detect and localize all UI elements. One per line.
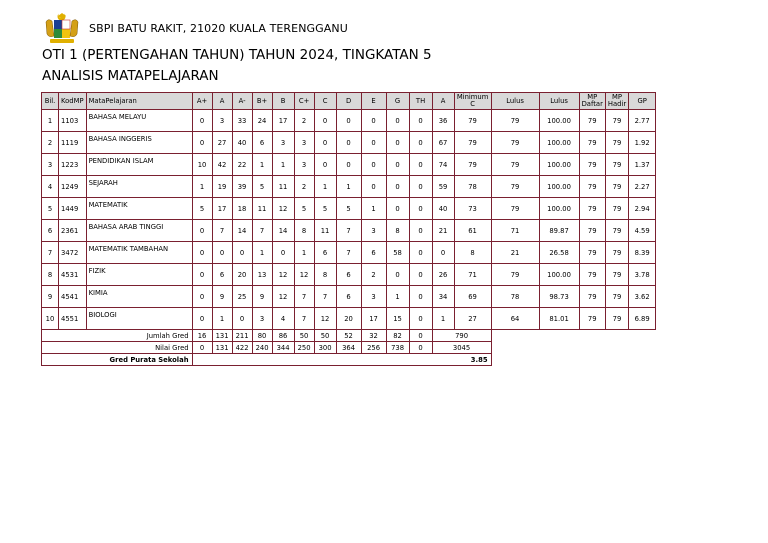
summary-cell: 422 <box>232 342 252 354</box>
table-row <box>42 176 656 198</box>
page-header <box>42 10 348 46</box>
table-cell: 33 <box>232 110 252 132</box>
table-cell: 79 <box>491 132 539 154</box>
table-cell: 0 <box>314 132 336 154</box>
table-cell: 79 <box>579 220 605 242</box>
table-cell: 7 <box>212 220 232 242</box>
table-cell: 17 <box>272 110 294 132</box>
summary-cell: 250 <box>294 342 314 354</box>
table-cell: 0 <box>336 154 361 176</box>
table-cell: 1 <box>432 308 454 330</box>
subject-name-cell: SEJARAH <box>86 176 192 198</box>
column-header: D <box>336 93 361 110</box>
table-cell: 0 <box>386 176 409 198</box>
subject-name-cell: FIZIK <box>86 264 192 286</box>
gred-purata-value: 3.85 <box>192 354 491 366</box>
table-cell: 12 <box>314 308 336 330</box>
table-cell: 0 <box>386 198 409 220</box>
table-row <box>42 286 656 308</box>
summary-cell: 80 <box>252 330 272 342</box>
table-cell: 39 <box>232 176 252 198</box>
table-cell: 0 <box>192 264 212 286</box>
table-cell: 0 <box>409 154 432 176</box>
table-cell: 0 <box>361 132 386 154</box>
table-row <box>42 198 656 220</box>
table-cell: 1 <box>192 176 212 198</box>
table-header-row <box>42 93 656 110</box>
table-cell: 2.94 <box>629 198 656 220</box>
table-cell: 1 <box>294 242 314 264</box>
summary-cell: 131 <box>212 342 232 354</box>
column-header: C <box>314 93 336 110</box>
table-cell: 5 <box>314 198 336 220</box>
subject-name-cell: BIOLOGI <box>86 308 192 330</box>
table-cell: 40 <box>232 132 252 154</box>
table-cell: 0 <box>192 132 212 154</box>
table-cell: 79 <box>605 242 628 264</box>
table-cell: 79 <box>491 110 539 132</box>
table-cell: 0 <box>386 154 409 176</box>
column-header: MataPelajaran <box>86 93 192 110</box>
summary-cell: 211 <box>232 330 252 342</box>
table-cell: 18 <box>232 198 252 220</box>
table-cell: 12 <box>294 264 314 286</box>
column-header: MP Hadir <box>605 93 628 110</box>
column-header: TH <box>409 93 432 110</box>
table-cell: 1 <box>252 154 272 176</box>
table-cell: 5 <box>42 198 59 220</box>
table-cell: 0 <box>409 220 432 242</box>
table-cell: 61 <box>454 220 491 242</box>
subject-name-cell: BAHASA INGGERIS <box>86 132 192 154</box>
table-cell: 3 <box>212 110 232 132</box>
table-cell: 79 <box>454 154 491 176</box>
column-header: Minimum C <box>454 93 491 110</box>
subject-name-cell: MATEMATIK <box>86 198 192 220</box>
summary-cell: 738 <box>386 342 409 354</box>
table-cell: 0 <box>409 286 432 308</box>
table-cell: 17 <box>212 198 232 220</box>
table-cell: 14 <box>272 220 294 242</box>
table-cell: 1 <box>361 198 386 220</box>
table-cell: 1 <box>212 308 232 330</box>
table-cell: 8 <box>454 242 491 264</box>
table-cell: 14 <box>232 220 252 242</box>
table-cell: 34 <box>432 286 454 308</box>
table-cell: 79 <box>579 198 605 220</box>
table-cell: 0 <box>409 264 432 286</box>
column-header: A- <box>232 93 252 110</box>
table-cell: 7 <box>294 308 314 330</box>
table-cell: 22 <box>232 154 252 176</box>
table-cell: 4551 <box>59 308 87 330</box>
summary-cell: 50 <box>314 330 336 342</box>
table-cell: 1 <box>272 154 294 176</box>
table-cell: 79 <box>605 176 628 198</box>
summary-cell: 32 <box>361 330 386 342</box>
summary-cell: 86 <box>272 330 294 342</box>
table-cell: 5 <box>336 198 361 220</box>
table-cell: 89.87 <box>539 220 579 242</box>
table-cell: 79 <box>605 308 628 330</box>
table-cell: 5 <box>192 198 212 220</box>
table-cell: 2361 <box>59 220 87 242</box>
nilai-gred-total: 3045 <box>432 342 491 354</box>
summary-cell: 131 <box>212 330 232 342</box>
table-cell: 58 <box>386 242 409 264</box>
table-cell: 0 <box>192 220 212 242</box>
table-cell: 7 <box>336 220 361 242</box>
table-cell: 7 <box>314 286 336 308</box>
table-cell: 78 <box>491 286 539 308</box>
table-cell: 8 <box>294 220 314 242</box>
column-header: Lulus <box>491 93 539 110</box>
table-cell: 0 <box>232 308 252 330</box>
table-cell: 0 <box>192 110 212 132</box>
table-cell: 79 <box>491 198 539 220</box>
table-cell: 79 <box>605 286 628 308</box>
table-cell: 67 <box>432 132 454 154</box>
column-header: GP <box>629 93 656 110</box>
table-cell: 78 <box>454 176 491 198</box>
table-cell: 6 <box>252 132 272 154</box>
table-cell: 0 <box>212 242 232 264</box>
table-cell: 100.00 <box>539 154 579 176</box>
table-cell: 1249 <box>59 176 87 198</box>
table-cell: 3 <box>294 154 314 176</box>
table-cell: 2 <box>361 264 386 286</box>
table-cell: 9 <box>212 286 232 308</box>
table-cell: 1.37 <box>629 154 656 176</box>
table-cell: 0 <box>314 110 336 132</box>
summary-cell: 256 <box>361 342 386 354</box>
column-header: B+ <box>252 93 272 110</box>
table-cell: 12 <box>272 286 294 308</box>
column-header: A+ <box>192 93 212 110</box>
summary-cell: 50 <box>294 330 314 342</box>
table-cell: 26.58 <box>539 242 579 264</box>
table-cell: 6 <box>212 264 232 286</box>
table-row <box>42 110 656 132</box>
table-cell: 7 <box>294 286 314 308</box>
nilai-gred-label: Nilai Gred <box>42 342 193 354</box>
table-cell: 79 <box>605 264 628 286</box>
column-header: KodMP <box>59 93 87 110</box>
table-cell: 17 <box>361 308 386 330</box>
table-cell: 4 <box>42 176 59 198</box>
table-cell: 10 <box>192 154 212 176</box>
table-cell: 79 <box>579 110 605 132</box>
table-cell: 0 <box>409 132 432 154</box>
summary-cell: 240 <box>252 342 272 354</box>
table-row <box>42 242 656 264</box>
table-cell: 7 <box>42 242 59 264</box>
table-cell: 1223 <box>59 154 87 176</box>
table-cell: 0 <box>409 110 432 132</box>
table-cell: 5 <box>294 198 314 220</box>
table-cell: 69 <box>454 286 491 308</box>
summary-cell: 0 <box>192 342 212 354</box>
table-cell: 81.01 <box>539 308 579 330</box>
table-cell: 1 <box>336 176 361 198</box>
table-cell: 21 <box>491 242 539 264</box>
table-row <box>42 132 656 154</box>
column-header: Lulus <box>539 93 579 110</box>
column-header: B <box>272 93 294 110</box>
table-cell: 2 <box>294 176 314 198</box>
table-cell: 2.27 <box>629 176 656 198</box>
table-cell: 79 <box>579 264 605 286</box>
school-name: SBPI BATU RAKIT, 21020 KUALA TERENGGANU <box>89 21 348 35</box>
table-cell: 73 <box>454 198 491 220</box>
table-cell: 1119 <box>59 132 87 154</box>
table-cell: 8 <box>386 220 409 242</box>
table-cell: 0 <box>409 242 432 264</box>
table-cell: 100.00 <box>539 132 579 154</box>
table-cell: 0 <box>336 110 361 132</box>
subject-analysis-table <box>41 92 656 366</box>
column-header: C+ <box>294 93 314 110</box>
table-cell: 25 <box>232 286 252 308</box>
table-cell: 6 <box>314 242 336 264</box>
table-cell: 3472 <box>59 242 87 264</box>
table-cell: 3 <box>294 132 314 154</box>
table-cell: 0 <box>386 110 409 132</box>
table-cell: 100.00 <box>539 110 579 132</box>
table-cell: 79 <box>491 154 539 176</box>
table-cell: 3.78 <box>629 264 656 286</box>
column-header: A <box>212 93 232 110</box>
table-cell: 4541 <box>59 286 87 308</box>
column-header: Bil. <box>42 93 59 110</box>
table-cell: 100.00 <box>539 176 579 198</box>
table-row <box>42 264 656 286</box>
table-cell: 6 <box>361 242 386 264</box>
table-cell: 4531 <box>59 264 87 286</box>
table-cell: 8 <box>314 264 336 286</box>
table-cell: 3 <box>252 308 272 330</box>
table-cell: 27 <box>454 308 491 330</box>
report-subtitle: ANALISIS MATAPELAJARAN <box>42 68 219 84</box>
table-cell: 79 <box>579 242 605 264</box>
table-cell: 64 <box>491 308 539 330</box>
column-header: A <box>432 93 454 110</box>
table-cell: 20 <box>232 264 252 286</box>
table-cell: 3.62 <box>629 286 656 308</box>
table-cell: 9 <box>42 286 59 308</box>
table-cell: 59 <box>432 176 454 198</box>
table-cell: 11 <box>272 176 294 198</box>
table-cell: 24 <box>252 110 272 132</box>
jumlah-gred-label: Jumlah Gred <box>42 330 193 342</box>
table-cell: 79 <box>579 176 605 198</box>
table-cell: 7 <box>336 242 361 264</box>
table-cell: 0 <box>409 308 432 330</box>
table-cell: 4.59 <box>629 220 656 242</box>
summary-cell: 82 <box>386 330 409 342</box>
table-cell: 20 <box>336 308 361 330</box>
table-cell: 100.00 <box>539 198 579 220</box>
summary-cell: 52 <box>336 330 361 342</box>
table-cell: 7 <box>252 220 272 242</box>
table-cell: 2 <box>294 110 314 132</box>
table-cell: 1 <box>42 110 59 132</box>
table-cell: 11 <box>252 198 272 220</box>
column-header: MP Daftar <box>579 93 605 110</box>
table-cell: 6 <box>42 220 59 242</box>
summary-cell: 300 <box>314 342 336 354</box>
table-cell: 12 <box>272 264 294 286</box>
table-cell: 36 <box>432 110 454 132</box>
table-cell: 79 <box>491 264 539 286</box>
table-cell: 79 <box>579 132 605 154</box>
table-row <box>42 154 656 176</box>
table-cell: 0 <box>432 242 454 264</box>
table-cell: 0 <box>386 132 409 154</box>
table-cell: 1 <box>386 286 409 308</box>
table-cell: 3 <box>361 220 386 242</box>
table-cell: 0 <box>409 176 432 198</box>
report-title: OTI 1 (PERTENGAHAN TAHUN) TAHUN 2024, TINGKATAN 5 <box>42 47 432 63</box>
table-cell: 79 <box>579 286 605 308</box>
table-cell: 4 <box>272 308 294 330</box>
table-cell: 0 <box>192 242 212 264</box>
table-cell: 2.77 <box>629 110 656 132</box>
table-cell: 6.89 <box>629 308 656 330</box>
table-cell: 21 <box>432 220 454 242</box>
summary-cell: 0 <box>409 342 432 354</box>
table-cell: 79 <box>605 154 628 176</box>
table-cell: 0 <box>409 198 432 220</box>
table-row <box>42 220 656 242</box>
table-cell: 3 <box>272 132 294 154</box>
table-cell: 79 <box>605 110 628 132</box>
table-cell: 1 <box>252 242 272 264</box>
table-cell: 74 <box>432 154 454 176</box>
table-cell: 12 <box>272 198 294 220</box>
jumlah-gred-row <box>42 330 656 342</box>
table-cell: 5 <box>252 176 272 198</box>
table-cell: 79 <box>605 132 628 154</box>
table-cell: 0 <box>361 110 386 132</box>
table-cell: 79 <box>491 176 539 198</box>
summary-cell: 16 <box>192 330 212 342</box>
nilai-gred-row <box>42 342 656 354</box>
table-cell: 0 <box>361 176 386 198</box>
table-cell: 2 <box>42 132 59 154</box>
gred-purata-label: Gred Purata Sekolah <box>42 354 193 366</box>
table-cell: 79 <box>454 132 491 154</box>
table-cell: 11 <box>314 220 336 242</box>
subject-name-cell: PENDIDIKAN ISLAM <box>86 154 192 176</box>
malaysia-crest-icon <box>42 10 82 46</box>
table-cell: 40 <box>432 198 454 220</box>
subject-name-cell: MATEMATIK TAMBAHAN <box>86 242 192 264</box>
table-cell: 1449 <box>59 198 87 220</box>
jumlah-gred-total: 790 <box>432 330 491 342</box>
table-cell: 1 <box>314 176 336 198</box>
column-header: G <box>386 93 409 110</box>
table-cell: 8.39 <box>629 242 656 264</box>
table-cell: 42 <box>212 154 232 176</box>
table-cell: 3 <box>42 154 59 176</box>
table-cell: 8 <box>42 264 59 286</box>
table-cell: 0 <box>361 154 386 176</box>
table-cell: 100.00 <box>539 264 579 286</box>
summary-cell: 344 <box>272 342 294 354</box>
table-cell: 0 <box>192 286 212 308</box>
summary-cell: 0 <box>409 330 432 342</box>
subject-name-cell: BAHASA ARAB TINGGI <box>86 220 192 242</box>
table-cell: 1.92 <box>629 132 656 154</box>
table-cell: 26 <box>432 264 454 286</box>
column-header: E <box>361 93 386 110</box>
table-cell: 0 <box>232 242 252 264</box>
table-cell: 0 <box>272 242 294 264</box>
table-cell: 6 <box>336 264 361 286</box>
table-row <box>42 308 656 330</box>
table-cell: 9 <box>252 286 272 308</box>
table-cell: 98.73 <box>539 286 579 308</box>
table-cell: 71 <box>491 220 539 242</box>
table-cell: 27 <box>212 132 232 154</box>
table-cell: 0 <box>192 308 212 330</box>
table-cell: 79 <box>579 154 605 176</box>
table-cell: 10 <box>42 308 59 330</box>
table-cell: 79 <box>454 110 491 132</box>
summary-cell: 364 <box>336 342 361 354</box>
table-cell: 0 <box>386 264 409 286</box>
gred-purata-row <box>42 354 656 366</box>
table-cell: 71 <box>454 264 491 286</box>
table-cell: 3 <box>361 286 386 308</box>
table-cell: 79 <box>605 198 628 220</box>
table-cell: 0 <box>336 132 361 154</box>
table-cell: 1103 <box>59 110 87 132</box>
table-cell: 79 <box>605 220 628 242</box>
table-cell: 15 <box>386 308 409 330</box>
subject-name-cell: BAHASA MELAYU <box>86 110 192 132</box>
table-cell: 19 <box>212 176 232 198</box>
table-cell: 6 <box>336 286 361 308</box>
table-cell: 13 <box>252 264 272 286</box>
table-cell: 0 <box>314 154 336 176</box>
subject-name-cell: KIMIA <box>86 286 192 308</box>
table-cell: 79 <box>579 308 605 330</box>
